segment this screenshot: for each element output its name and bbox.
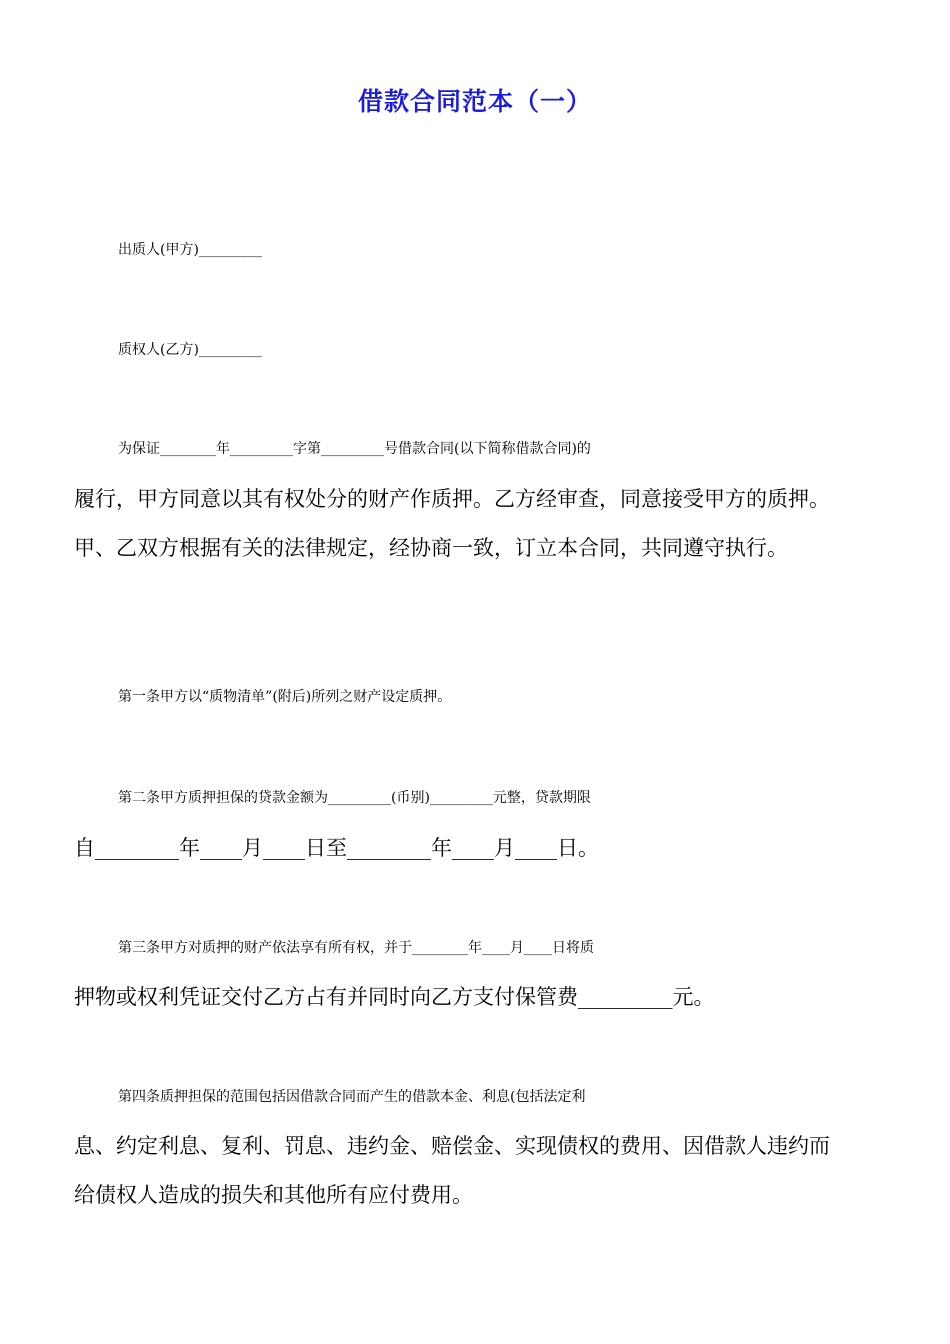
article-4-line-1: 第四条质押担保的范围包括因借款合同而产生的借款本金、利息(包括法定利 — [118, 1089, 586, 1105]
article-1: 第一条甲方以“质物清单”(附后)所列之财产设定质押。 — [118, 689, 452, 705]
pledgee-line: 质权人(乙方)_________ — [118, 342, 262, 358]
article-3-line-1: 第三条甲方对质押的财产依法享有所有权，并于________年____月____日将质 — [118, 940, 594, 956]
document-title: 借款合同范本（一） — [357, 87, 592, 116]
article-4-line-3: 给债权人造成的损失和其他所有应付费用。 — [74, 1183, 473, 1207]
pledgor-line: 出质人(甲方)_________ — [118, 242, 262, 258]
article-4-line-2: 息、约定利息、复利、罚息、违约金、赔偿金、实现债权的费用、因借款人违约而 — [74, 1134, 830, 1158]
preamble-line-1: 为保证________年_________字第_________号借款合同(以下简称借款合同)的 — [118, 441, 591, 457]
article-3-line-2: 押物或权利凭证交付乙方占有并同时向乙方支付保管费_________元。 — [74, 985, 715, 1009]
article-2-line-1: 第二条甲方质押担保的贷款金额为_________(币别)_________元整，贷款期限 — [118, 790, 591, 806]
preamble-line-3: 甲、乙双方根据有关的法律规定，经协商一致，订立本合同，共同遵守执行。 — [74, 536, 788, 560]
preamble-line-2: 履行，甲方同意以其有权处分的财产作质押。乙方经审查，同意接受甲方的质押。 — [74, 487, 830, 511]
article-2-line-2: 自________年____月____日至________年____月____日。 — [74, 836, 599, 860]
